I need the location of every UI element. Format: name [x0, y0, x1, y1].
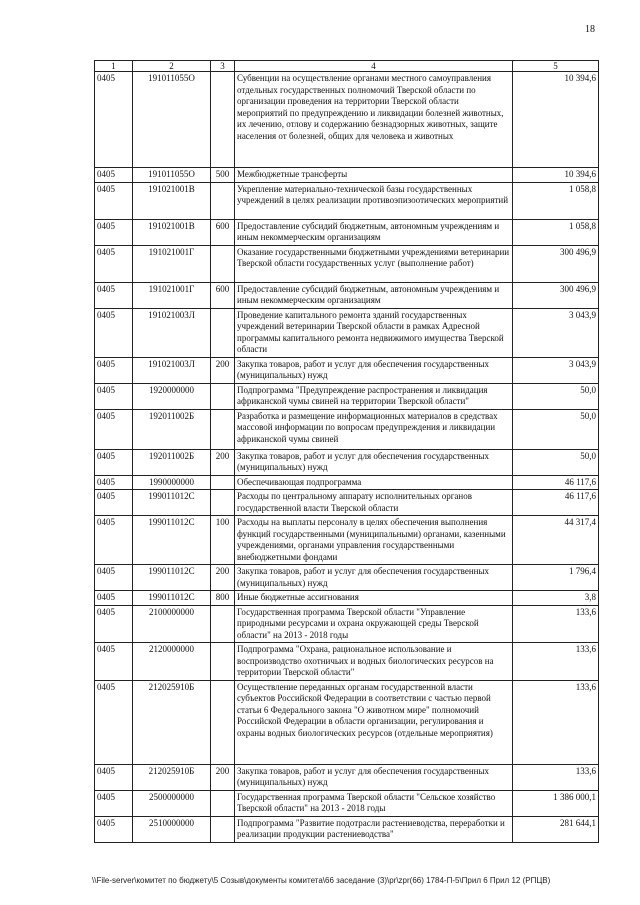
- page-number: 18: [585, 24, 595, 35]
- cell-expense-type: [211, 680, 235, 764]
- cell-sum: 50,0: [513, 449, 599, 475]
- cell-expense-type: 200: [211, 357, 235, 383]
- cell-name: Подпрограмма "Развитие подотрасли растениеводства, переработки и реализации продукции растениеводства": [235, 816, 513, 842]
- table-row: [95, 591, 599, 606]
- cell-sum: 10 394,6: [513, 168, 599, 183]
- cell-name: Проведение капитального ремонта зданий государственных учреждений ветеринарии Тверской области в рамках Адресной программы капитального ремонта недвижимого имущества Тверской области: [235, 308, 513, 357]
- cell-sum: 3,8: [513, 591, 599, 606]
- cell-section: 0405: [95, 282, 133, 308]
- table-row: [95, 219, 599, 245]
- cell-expense-type: 200: [211, 764, 235, 790]
- cell-section: 0405: [95, 591, 133, 606]
- table-body: [95, 72, 599, 843]
- cell-sum: 133,6: [513, 764, 599, 790]
- cell-name: Закупка товаров, работ и услуг для обеспечения государственных (муниципальных) нужд: [235, 764, 513, 790]
- table-row: [95, 245, 599, 282]
- cell-section: 0405: [95, 490, 133, 516]
- cell-expense-type: 200: [211, 449, 235, 475]
- cell-target-code: 2120000000: [133, 643, 211, 681]
- table-row: [95, 643, 599, 681]
- cell-sum: 46 117,6: [513, 490, 599, 516]
- cell-sum: 1 058,8: [513, 219, 599, 245]
- cell-section: 0405: [95, 72, 133, 168]
- cell-name: Подпрограмма "Охрана, рациональное использование и воспроизводство охотничьих и водных биологических ресурсов на территории Тверской области": [235, 643, 513, 681]
- cell-sum: 133,6: [513, 680, 599, 764]
- cell-sum: 50,0: [513, 383, 599, 409]
- cell-target-code: 199011012С: [133, 591, 211, 606]
- cell-target-code: 212025910Б: [133, 764, 211, 790]
- cell-target-code: 191021003Л: [133, 357, 211, 383]
- cell-section: 0405: [95, 182, 133, 219]
- table-row: [95, 168, 599, 183]
- cell-section: 0405: [95, 643, 133, 681]
- cell-name: Подпрограмма "Предупреждение распространения и ликвидация африканской чумы свиней на территории Тверской области": [235, 383, 513, 409]
- table-row: [95, 72, 599, 168]
- cell-target-code: 191021001Г: [133, 245, 211, 282]
- cell-target-code: 2500000000: [133, 790, 211, 816]
- cell-sum: 50,0: [513, 409, 599, 449]
- cell-name: Расходы на выплаты персоналу в целях обеспечения выполнения функций государственными (муниципальными) органами, казенными учреждениями, органами управления государственными внебюджетными фондами: [235, 516, 513, 565]
- cell-name: Государственная программа Тверской области "Управление природными ресурсами и охрана окружающей среды Тверской области" на 2013 - 2018 годы: [235, 605, 513, 643]
- cell-sum: 3 043,9: [513, 357, 599, 383]
- cell-name: Разработка и размещение информационных материалов в средствах массовой информации по вопросам предупреждения и ликвидации африканской чумы свиней: [235, 409, 513, 449]
- table-row: [95, 182, 599, 219]
- cell-sum: 300 496,9: [513, 245, 599, 282]
- cell-name: Закупка товаров, работ и услуг для обеспечения государственных (муниципальных) нужд: [235, 565, 513, 591]
- cell-sum: 133,6: [513, 643, 599, 681]
- cell-target-code: 191011055О: [133, 72, 211, 168]
- table-row: [95, 790, 599, 816]
- cell-expense-type: [211, 308, 235, 357]
- cell-name: Предоставление субсидий бюджетным, автономным учреждениям и иным некоммерческим организациям: [235, 219, 513, 245]
- cell-target-code: 191011055О: [133, 168, 211, 183]
- cell-name: Оказание государственными бюджетными учреждениями ветеринарии Тверской области государственных услуг (выполнение работ): [235, 245, 513, 282]
- cell-expense-type: [211, 475, 235, 490]
- table-row: [95, 308, 599, 357]
- cell-section: 0405: [95, 605, 133, 643]
- cell-target-code: 212025910Б: [133, 680, 211, 764]
- cell-sum: 281 644,1: [513, 816, 599, 842]
- cell-name: Межбюджетные трансферты: [235, 168, 513, 183]
- cell-expense-type: [211, 72, 235, 168]
- cell-target-code: 192011002Б: [133, 409, 211, 449]
- cell-target-code: 191021003Л: [133, 308, 211, 357]
- cell-expense-type: [211, 409, 235, 449]
- cell-section: 0405: [95, 516, 133, 565]
- cell-sum: 1 058,8: [513, 182, 599, 219]
- cell-sum: 3 043,9: [513, 308, 599, 357]
- cell-name: Осуществление переданных органам государственной власти субъектов Российской Федерации в соответствии с частью первой статьи 6 Федерального закона "О животном мире" полномочий Российской Федерации в области организации, регулирования и охраны водных биологических ресурсов (отдельные мероприятия): [235, 680, 513, 764]
- cell-section: 0405: [95, 565, 133, 591]
- cell-section: 0405: [95, 219, 133, 245]
- cell-expense-type: [211, 383, 235, 409]
- cell-target-code: 192011002Б: [133, 449, 211, 475]
- cell-section: 0405: [95, 308, 133, 357]
- cell-target-code: 191021001Г: [133, 282, 211, 308]
- cell-section: 0405: [95, 383, 133, 409]
- cell-sum: 46 117,6: [513, 475, 599, 490]
- cell-sum: 133,6: [513, 605, 599, 643]
- table-row: [95, 764, 599, 790]
- cell-target-code: 199011012С: [133, 565, 211, 591]
- cell-expense-type: 200: [211, 565, 235, 591]
- cell-section: 0405: [95, 816, 133, 842]
- cell-expense-type: 800: [211, 591, 235, 606]
- cell-expense-type: [211, 643, 235, 681]
- cell-name: Закупка товаров, работ и услуг для обеспечения государственных (муниципальных) нужд: [235, 449, 513, 475]
- table-row: [95, 409, 599, 449]
- cell-target-code: 199011012С: [133, 490, 211, 516]
- table-row: [95, 816, 599, 842]
- cell-section: 0405: [95, 475, 133, 490]
- cell-name: Предоставление субсидий бюджетным, автономным учреждениям и иным некоммерческим организациям: [235, 282, 513, 308]
- cell-expense-type: [211, 182, 235, 219]
- cell-target-code: 1920000000: [133, 383, 211, 409]
- table-row: [95, 449, 599, 475]
- column-header-section: 1: [95, 61, 133, 72]
- cell-section: 0405: [95, 764, 133, 790]
- cell-name: Расходы по центральному аппарату исполнительных органов государственной власти Тверской области: [235, 490, 513, 516]
- table-row: [95, 383, 599, 409]
- cell-expense-type: [211, 816, 235, 842]
- cell-target-code: 191021001В: [133, 219, 211, 245]
- cell-expense-type: [211, 245, 235, 282]
- table-row: [95, 490, 599, 516]
- cell-target-code: 199011012С: [133, 516, 211, 565]
- cell-target-code: 1990000000: [133, 475, 211, 490]
- cell-section: 0405: [95, 357, 133, 383]
- cell-section: 0405: [95, 245, 133, 282]
- budget-table: [94, 60, 599, 843]
- table-row: [95, 475, 599, 490]
- column-header-sum: 5: [513, 61, 599, 72]
- file-path-footer: \\File-server\комитет по бюджету\5 Созыв\документы комитета\66 заседание (3)\pr\zpr(66) 1784-П-5\Прил 6 Прил 12 (РПЦВ): [92, 876, 551, 885]
- cell-sum: 10 394,6: [513, 72, 599, 168]
- table-header-row: [95, 61, 599, 72]
- cell-name: Субвенции на осуществление органами местного самоуправления отдельных государственных полномочий Тверской области по организации проведения на территории Тверской области мероприятий по предупреждению и ликвидации болезней животных, их лечению, отлову и содержанию безнадзорных животных, защите населения от болезней, общих для человека и животных: [235, 72, 513, 168]
- cell-expense-type: 500: [211, 168, 235, 183]
- cell-section: 0405: [95, 409, 133, 449]
- cell-expense-type: [211, 790, 235, 816]
- table-row: [95, 282, 599, 308]
- table-row: [95, 516, 599, 565]
- cell-expense-type: 100: [211, 516, 235, 565]
- cell-expense-type: 600: [211, 282, 235, 308]
- table-row: [95, 357, 599, 383]
- cell-section: 0405: [95, 790, 133, 816]
- table-row: [95, 605, 599, 643]
- table-row: [95, 680, 599, 764]
- cell-expense-type: 600: [211, 219, 235, 245]
- cell-name: Укрепление материально-технической базы государственных учреждений в целях реализации противоэпизоотических мероприятий: [235, 182, 513, 219]
- column-header-name: 4: [235, 61, 513, 72]
- cell-name: Закупка товаров, работ и услуг для обеспечения государственных (муниципальных) нужд: [235, 357, 513, 383]
- cell-name: Обеспечивающая подпрограмма: [235, 475, 513, 490]
- cell-expense-type: [211, 490, 235, 516]
- column-header-target-code: 2: [133, 61, 211, 72]
- cell-target-code: 2100000000: [133, 605, 211, 643]
- cell-sum: 44 317,4: [513, 516, 599, 565]
- table-row: [95, 565, 599, 591]
- cell-expense-type: [211, 605, 235, 643]
- cell-section: 0405: [95, 449, 133, 475]
- cell-section: 0405: [95, 680, 133, 764]
- cell-sum: 300 496,9: [513, 282, 599, 308]
- cell-section: 0405: [95, 168, 133, 183]
- cell-name: Государственная программа Тверской области "Сельское хозяйство Тверской области" на 2013 - 2018 годы: [235, 790, 513, 816]
- cell-target-code: 191021001В: [133, 182, 211, 219]
- column-header-expense-type: 3: [211, 61, 235, 72]
- cell-name: Иные бюджетные ассигнования: [235, 591, 513, 606]
- cell-sum: 1 386 000,1: [513, 790, 599, 816]
- cell-target-code: 2510000000: [133, 816, 211, 842]
- cell-sum: 1 796,4: [513, 565, 599, 591]
